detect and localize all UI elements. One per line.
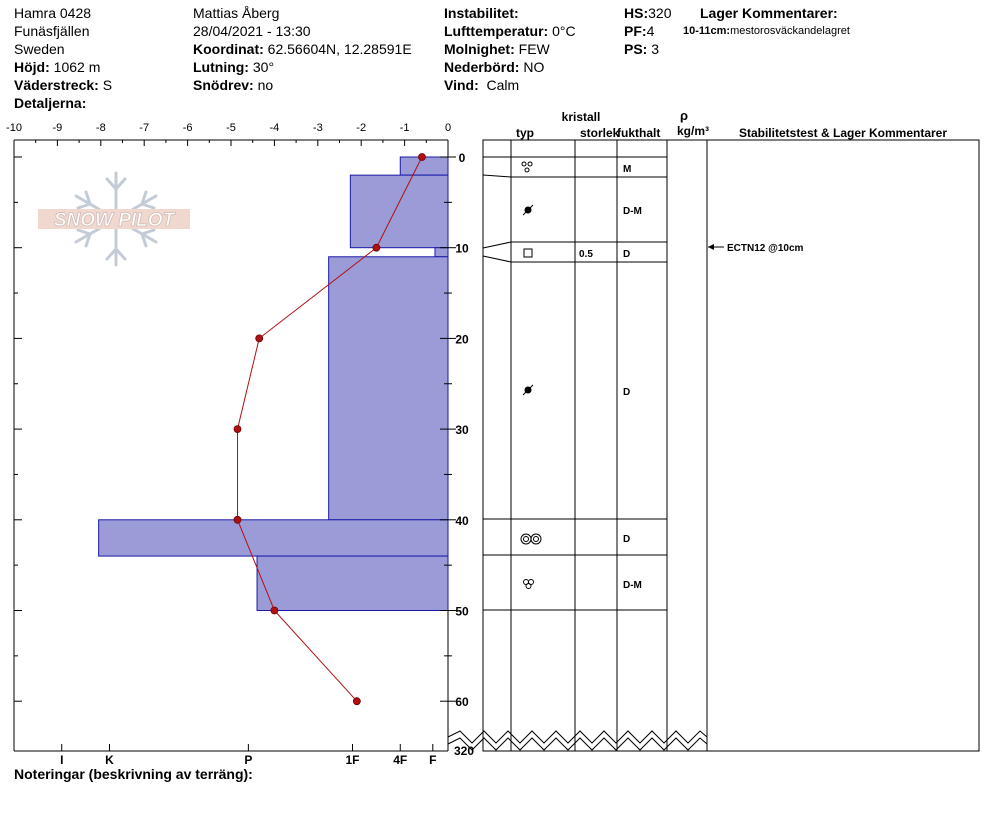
- precip-value: NO: [523, 59, 545, 75]
- details-label: Detaljerna:: [14, 95, 87, 111]
- slope-label: Lutning:: [193, 59, 249, 75]
- temperature-point: [234, 516, 241, 523]
- temperature-tick-label: -4: [269, 122, 280, 134]
- temperature-tick-label: -2: [356, 122, 367, 134]
- size-value: 0.5: [579, 249, 593, 260]
- hardness-axis: [60, 744, 436, 767]
- airtemp-label: Lufttemperatur:: [444, 23, 549, 39]
- moisture-value: D: [623, 387, 631, 398]
- hardness-tick-label: 1F: [345, 753, 360, 767]
- melt-forms-icon: [524, 580, 534, 589]
- temperature-tick-label: 0: [444, 122, 452, 134]
- depth-tick-label: 320: [453, 744, 475, 758]
- col-density-symbol: ρ: [679, 108, 689, 123]
- instability-label: Instabilitet:: [444, 5, 519, 21]
- depth-tick-label: 60: [455, 695, 469, 710]
- elevation-value: 1062 m: [53, 59, 101, 75]
- logo-text: SNOW PILOT: [53, 210, 175, 231]
- depth-tick-label: 50: [455, 604, 469, 619]
- hardness-tick-label: K: [105, 753, 114, 767]
- depth-tick-label: 10: [455, 241, 469, 256]
- temperature-tick-label: -5: [226, 122, 236, 134]
- coord-value: 62.56604N, 12.28591E: [267, 41, 412, 57]
- table-border: [483, 140, 979, 751]
- col-size-header: storlek: [580, 126, 620, 140]
- hardness-bar: [435, 248, 448, 257]
- terrain-notes-label: Noteringar (beskrivning av terräng):: [14, 766, 253, 782]
- slope-value: 30°: [252, 59, 275, 75]
- layer-comment-text: mestorosväckandelagret: [730, 25, 850, 37]
- temperature-point: [271, 607, 278, 614]
- hardness-tick-label: 4F: [393, 753, 408, 767]
- pf-label: PF:: [624, 23, 647, 39]
- depth-tick-label: 40: [455, 513, 469, 528]
- country-name: Sweden: [14, 41, 65, 57]
- observation-datetime: 28/04/2021 - 13:30: [193, 23, 311, 39]
- elevation-label: Höjd:: [14, 59, 50, 75]
- col-density-unit: kg/m³: [676, 124, 710, 138]
- cloud-label: Molnighet:: [444, 41, 515, 57]
- moisture-value: D: [623, 534, 631, 545]
- hardness-bar: [329, 257, 448, 520]
- faceted-crystals-icon: [524, 249, 532, 257]
- pf-value: 4: [646, 23, 655, 39]
- ps-value: 3: [651, 41, 660, 57]
- wind-label: Vind:: [444, 77, 479, 93]
- hardness-tick-label: P: [244, 753, 253, 767]
- hardness-tick-label: I: [60, 753, 64, 767]
- temperature-tick-label: -6: [182, 122, 193, 134]
- layer-table: [448, 108, 979, 751]
- precip-label: Nederbörd:: [444, 59, 520, 75]
- aspect-value: S: [102, 77, 113, 93]
- depth-break-zigzag: [448, 738, 707, 750]
- col-crystal-header: kristall: [561, 110, 601, 124]
- moisture-value: D-M: [623, 580, 642, 591]
- decomposed-fragments-icon: [523, 385, 533, 395]
- snowpilot-logo: [38, 173, 190, 265]
- ps-label: PS:: [624, 41, 648, 57]
- stability-test-label: ECTN12 @10cm: [727, 243, 804, 254]
- col-type-header: typ: [516, 126, 534, 140]
- temperature-point: [234, 426, 241, 433]
- depth-tick-label: 20: [455, 332, 469, 347]
- hardness-bar: [257, 556, 448, 610]
- col-stability-header: Stabilitetstest & Lager Kommentarer: [738, 126, 948, 140]
- temperature-tick-label: -10: [6, 122, 22, 134]
- coord-label: Koordinat:: [193, 41, 264, 57]
- layer-comments-label: Lager Kommentarer:: [700, 5, 838, 21]
- rounded-grains-icon: [521, 534, 541, 544]
- moisture-value: M: [623, 164, 632, 175]
- airtemp-value: 0°C: [552, 23, 576, 39]
- depth-tick-label: 0: [458, 151, 466, 165]
- hardness-bar: [350, 175, 448, 248]
- temperature-tick-label: -8: [95, 122, 106, 134]
- hardness-tick-label: F: [429, 753, 437, 767]
- cloud-value: FEW: [518, 41, 550, 57]
- moisture-value: D-M: [623, 206, 642, 217]
- precip-particles-icon: [522, 162, 532, 172]
- location-name: Hamra 0428: [14, 5, 92, 21]
- wind-value: Calm: [486, 77, 520, 93]
- decomposed-fragments-icon: [523, 205, 533, 215]
- layer-comment-depth: 10-11cm:: [683, 25, 731, 37]
- aspect-label: Väderstreck:: [14, 77, 99, 93]
- hardness-bar: [99, 520, 448, 556]
- temperature-point: [256, 335, 263, 342]
- temperature-tick-label: -1: [399, 122, 410, 134]
- stability-test-marker: [708, 243, 804, 254]
- temperature-point: [353, 698, 360, 705]
- hs-label: HS:: [624, 5, 649, 21]
- temperature-tick-label: -9: [52, 122, 63, 134]
- temperature-tick-label: -7: [139, 122, 150, 134]
- temperature-axis: [6, 122, 451, 146]
- drift-label: Snödrev:: [193, 77, 254, 93]
- observer-name: Mattias Åberg: [193, 5, 280, 21]
- arrow-left-icon: [708, 244, 714, 250]
- temperature-point: [418, 154, 425, 161]
- moisture-value: D: [623, 249, 631, 260]
- temperature-point: [373, 244, 380, 251]
- drift-value: no: [257, 77, 274, 93]
- col-moisture-header: fukthalt: [617, 126, 661, 140]
- temperature-tick-label: -3: [312, 122, 323, 134]
- area-name: Funäsfjällen: [14, 23, 90, 39]
- hs-value: 320: [648, 5, 672, 21]
- depth-tick-label: 30: [455, 423, 469, 438]
